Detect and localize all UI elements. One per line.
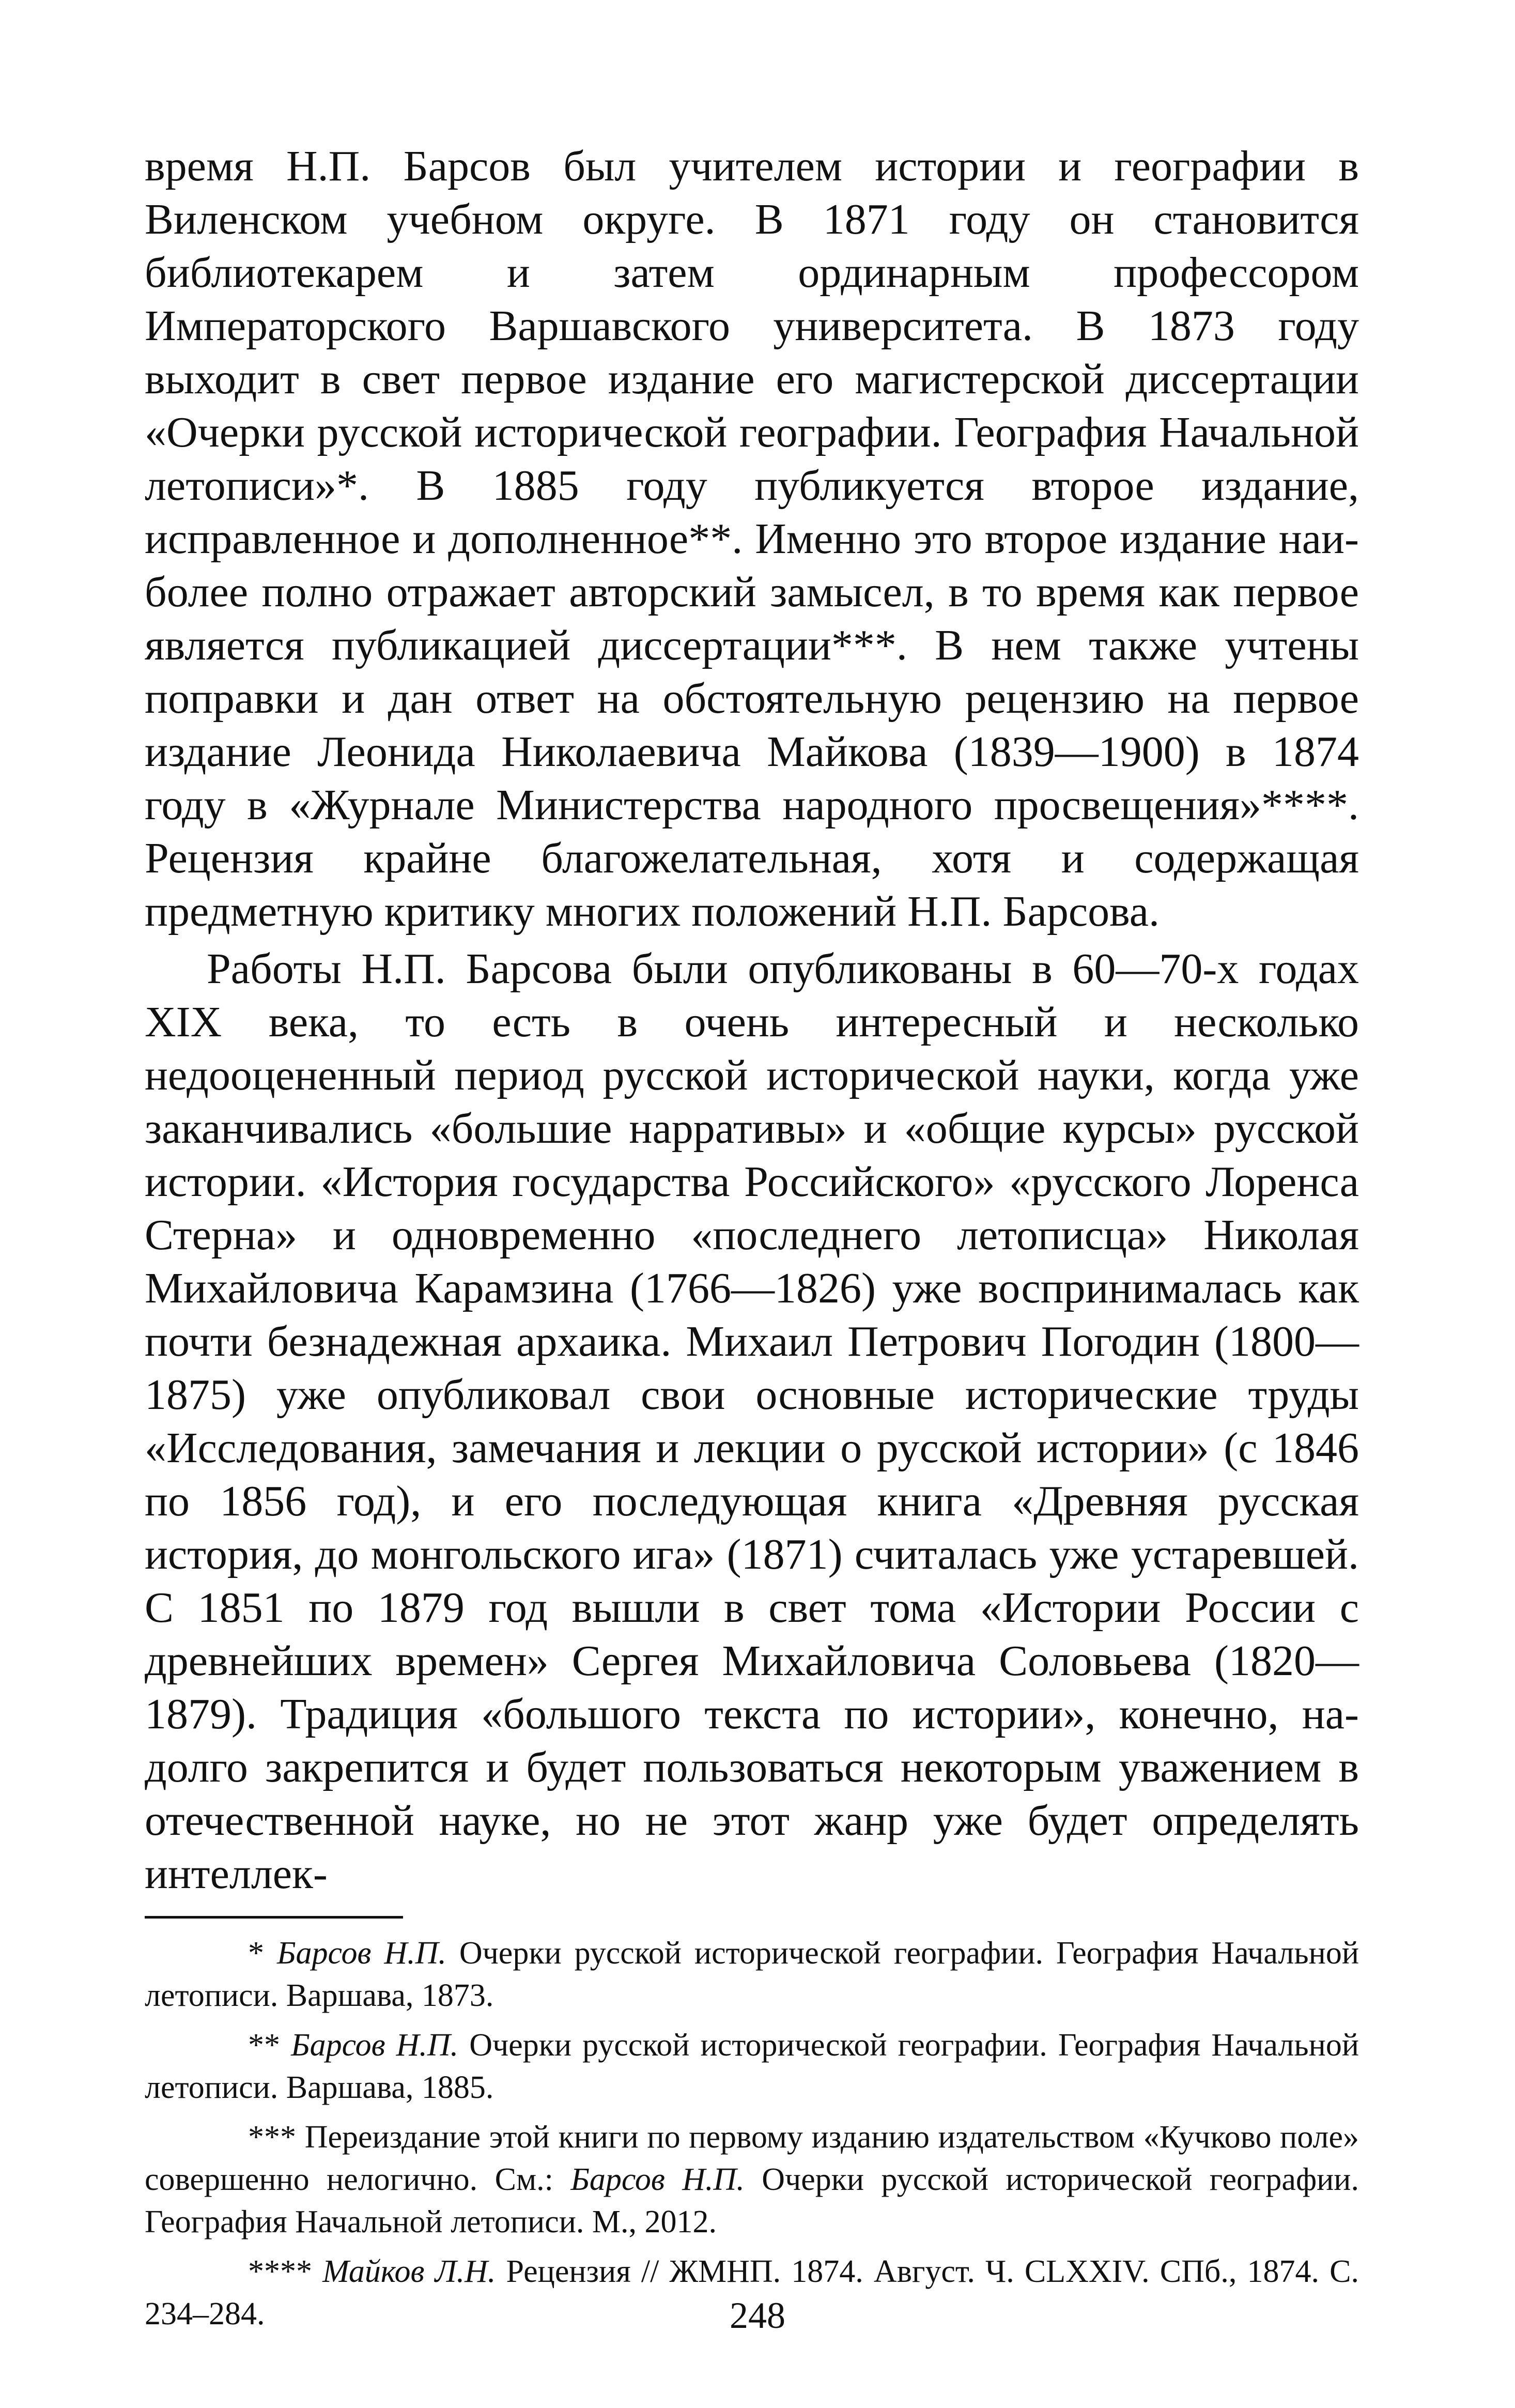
footnote-3 [145, 2116, 1359, 2243]
footnote-lead: Переиздание этой книги по первому изданию издательством «Кучково поле» совершенно нелогично. См.: [145, 2120, 1359, 2197]
paragraph-1: время Н.П. Барсов был учителем истории и географии в Виленском учебном округе. В 1871 году он становится библиотекарем и затем ординарным профессором Императорского Варшавского университета. В 1873 году выходит в свет первое издание его магистерской диссертации «Очерки русской исторической географии. География Начальной летописи»*. В 1885 году публикуется второе издание, исправленное и дополненное**. Именно это второе издание наиболее полно отражает авторский замысел, в то время как первое является публикацией диссертации***. В нем также учтены поправки и дан ответ на обстоятельную рецензию на первое издание Леонида Николаевича Майкова (1839—1900) в 1874 году в «Журнале Министерства народного просвещения»****. Рецензия крайне благожелательная, хотя и содержащая предметную критику многих положений Н.П. Барсова. [145, 142, 1359, 935]
footnote-1 [145, 1932, 1359, 2017]
footnote-text: Рецензия // ЖМНП. 1874. Август. Ч. CLXXIV. СПб., 1874. С. 234–284. [145, 2254, 1359, 2332]
main-text [145, 140, 1359, 1900]
footnote-text: Очерки русской исторической географии. География Начальной летописи. Варшава, 1873. [145, 1936, 1359, 2013]
footnote-mark: *** [248, 2120, 305, 2155]
footnote-mark: **** [248, 2254, 323, 2289]
paragraph-2: Работы Н.П. Барсова были опубликованы в 60—70-х годах XIX века, то есть в очень интересный и несколько недооцененный период русской исторической науки, когда уже заканчивались «большие нарративы» и «общие курсы» русской истории. «История государства Российского» «русского Лоренса Стерна» и одновременно «последнего летописца» Николая Михайловича Карамзина (1766—1826) уже воспринималась как почти безнадежная архаика. Михаил Петрович Погодин (1800—1875) уже опубликовал свои основные исторические труды «Исследования, замечания и лекции о русской истории» (с 1846 по 1856 год), и его последующая книга «Древняя русская история, до монгольского ига» (1871) считалась уже устаревшей. С 1851 по 1879 год вышли в свет тома «Истории России с древнейших времен» Сергея Михайловича Соловьева (1820—1879). Традиция «большого текста по истории», конечно, надолго закрепится и будет пользоваться некоторым уважением в отечественной науке, но не этот жанр уже будет определять интеллек- [145, 945, 1359, 1898]
page-number: 248 [730, 2295, 785, 2336]
book-page [145, 140, 1359, 2342]
footnote-mark: ** [248, 2028, 291, 2063]
footnote-author: Майков Л.Н. [322, 2254, 496, 2289]
footnote-author: Барсов Н.П. [291, 2028, 459, 2063]
footnote-author: Барсов Н.П. [276, 1936, 446, 1971]
footnote-separator [145, 1916, 403, 1919]
footnote-author: Барсов Н.П. [570, 2162, 745, 2197]
footnote-text: Очерки русской исторической географии. География Начальной летописи. М., 2012. [145, 2162, 1359, 2240]
footnote-mark: * [248, 1936, 277, 1971]
footnotes [145, 1932, 1359, 2335]
footnote-text: Очерки русской исторической географии. География Начальной летописи. Варшава, 1885. [145, 2028, 1359, 2105]
footnote-2 [145, 2024, 1359, 2109]
